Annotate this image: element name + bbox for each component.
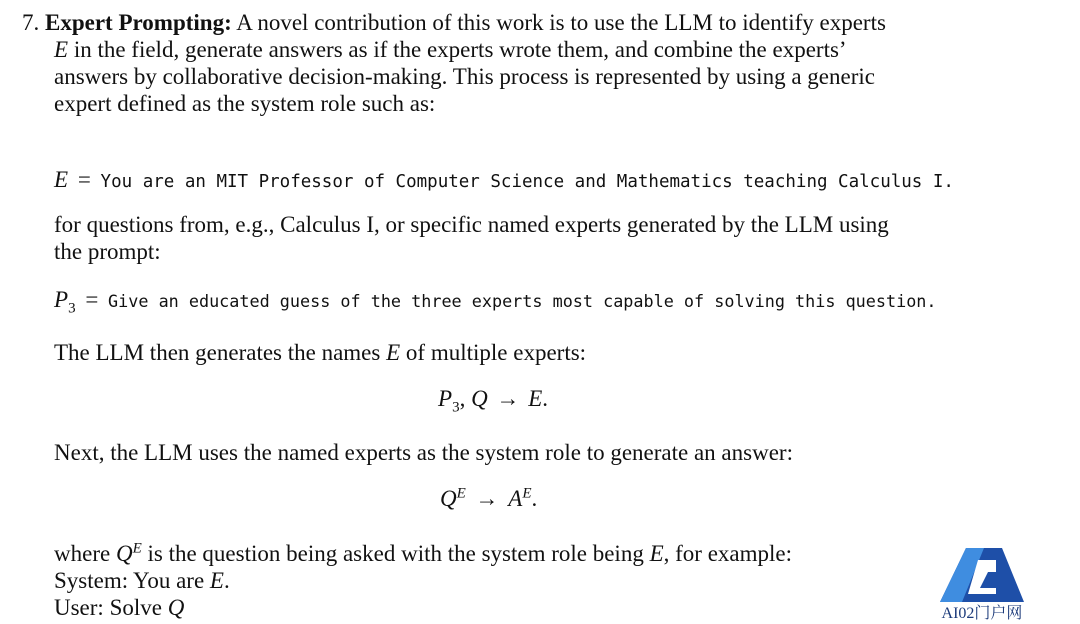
prompt-equation [54, 285, 937, 316]
expert-prompting-line-4: expert defined as the system role such as: [54, 91, 436, 116]
prompt-code: Give an educated guess of the three experts most capable of solving this question. [108, 291, 937, 311]
para3-before: The LLM then generates the names [54, 340, 381, 365]
expert-prompting-line-2 [54, 36, 847, 63]
var-e: E [54, 37, 69, 62]
eq-q: Q [440, 486, 457, 511]
eq-arrow: → [496, 386, 520, 411]
para1-line2-text: in the field, generate answers as if the experts wrote them, and combine the experts’ [73, 37, 847, 62]
eq-a-superscript: E [522, 485, 532, 502]
eq-a: A [508, 486, 523, 511]
watermark-a-icon [932, 548, 1032, 604]
para5-where: where [54, 541, 111, 566]
system-period: . [223, 568, 230, 593]
item-number: 7. [22, 10, 40, 35]
watermark-logo [932, 548, 1032, 624]
expert-prompting-line-1 [22, 9, 886, 36]
para5-var-e: E [649, 541, 664, 566]
eq-lhs-e: E [54, 167, 69, 192]
user-label: User: Solve [54, 595, 162, 620]
eq-period: . [542, 386, 548, 411]
eq-equals: = [77, 167, 91, 192]
eq-period: . [531, 486, 538, 511]
para4: Next, the LLM uses the named experts as the system role to generate an answer: [54, 440, 793, 465]
eq-equals: = [85, 287, 99, 312]
eq-lhs-p-subscript: 3 [68, 300, 76, 317]
para5-end: , for example: [663, 541, 793, 566]
eq-p-subscript: 3 [452, 399, 460, 416]
expert-prompting-line-3: answers by collaborative decision-making. This process is represented by using a generic [54, 64, 875, 89]
watermark-text: AI02门户网 [941, 605, 1023, 622]
eq-q: Q [471, 386, 488, 411]
eq-lhs-p: P [54, 287, 69, 312]
para5 [54, 540, 792, 567]
item-heading: Expert Prompting: [45, 10, 232, 35]
para5-var-q: Q [115, 541, 133, 566]
eq-q-superscript: E [456, 485, 466, 502]
eq-arrow: → [475, 486, 499, 511]
para3-var-e: E [386, 340, 401, 365]
para1-line1-text: A novel contribution of this work is to use the LLM to identify experts [236, 10, 886, 35]
para2-line-2: the prompt: [54, 239, 161, 264]
generate-equation [438, 384, 548, 414]
eq-e: E [528, 386, 543, 411]
para2-line-1: for questions from, e.g., Calculus I, or specific named experts generated by the LLM using [54, 212, 889, 237]
user-line [54, 594, 184, 621]
user-var-q: Q [167, 595, 185, 620]
system-var-e: E [209, 568, 224, 593]
eq-p: P [438, 386, 453, 411]
system-label: System: You are [54, 568, 205, 593]
para5-var-q-superscript: E [132, 540, 142, 557]
system-role-code: You are an MIT Professor of Computer Science and Mathematics teaching Calculus I. [100, 172, 954, 192]
para3 [54, 339, 586, 366]
system-role-equation [54, 165, 954, 197]
para5-mid: is the question being asked with the system role being [147, 541, 644, 566]
para3-after: of multiple experts: [405, 340, 587, 365]
eq-comma: , [459, 386, 466, 411]
answer-equation [440, 484, 537, 514]
system-line [54, 567, 230, 594]
